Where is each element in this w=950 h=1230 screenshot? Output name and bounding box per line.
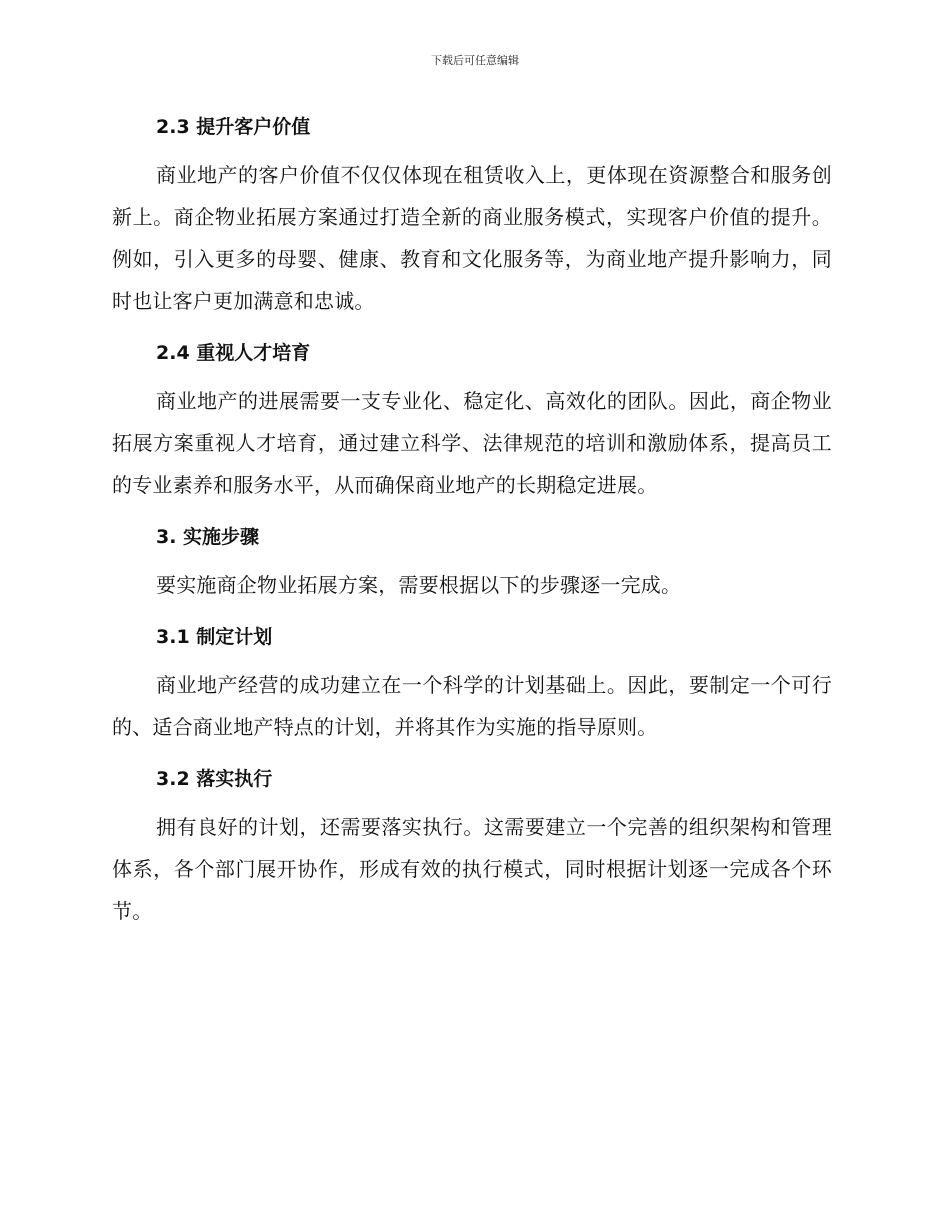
section-heading-3-2: 3.2 落实执行 [156,768,273,790]
section-paragraph-3-2: 拥有良好的计划，还需要落实执行。这需要建立一个完善的组织架构和管理体系，各个部门展开协作，形成有效的执行模式，同时根据计划逐一完成各个环节。 [112,815,832,923]
section-heading-2-3: 2.3 提升客户价值 [156,116,311,138]
section-paragraph-2-4: 商业地产的进展需要一支专业化、稳定化、高效化的团队。因此，商企物业拓展方案重视人才培育，通过建立科学、法律规范的培训和激励体系，提高员工的专业素养和服务水平，从而确保商业地产的长期稳定进展。 [112,389,832,497]
section-heading-3-1: 3.1 制定计划 [156,626,273,648]
section-paragraph-2-3: 商业地产的客户价值不仅仅体现在租赁收入上，更体现在资源整合和服务创新上。商企物业拓展方案通过打造全新的商业服务模式，实现客户价值的提升。例如，引入更多的母婴、健康、教育和文化服务等，为商业地产提升影响力，同时也让客户更加满意和忠诚。 [112,163,832,313]
section-paragraph-3-1: 商业地产经营的成功建立在一个科学的计划基础上。因此，要制定一个可行的、适合商业地产特点的计划，并将其作为实施的指导原则。 [112,673,832,739]
document-body [112,110,832,932]
section-heading-2-4: 2.4 重视人才培育 [156,342,311,364]
section-heading-3: 3. 实施步骤 [156,526,260,548]
page-header: 下载后可任意编辑 [431,54,519,67]
section-paragraph-3: 要实施商企物业拓展方案，需要根据以下的步骤逐一完成。 [156,573,682,597]
